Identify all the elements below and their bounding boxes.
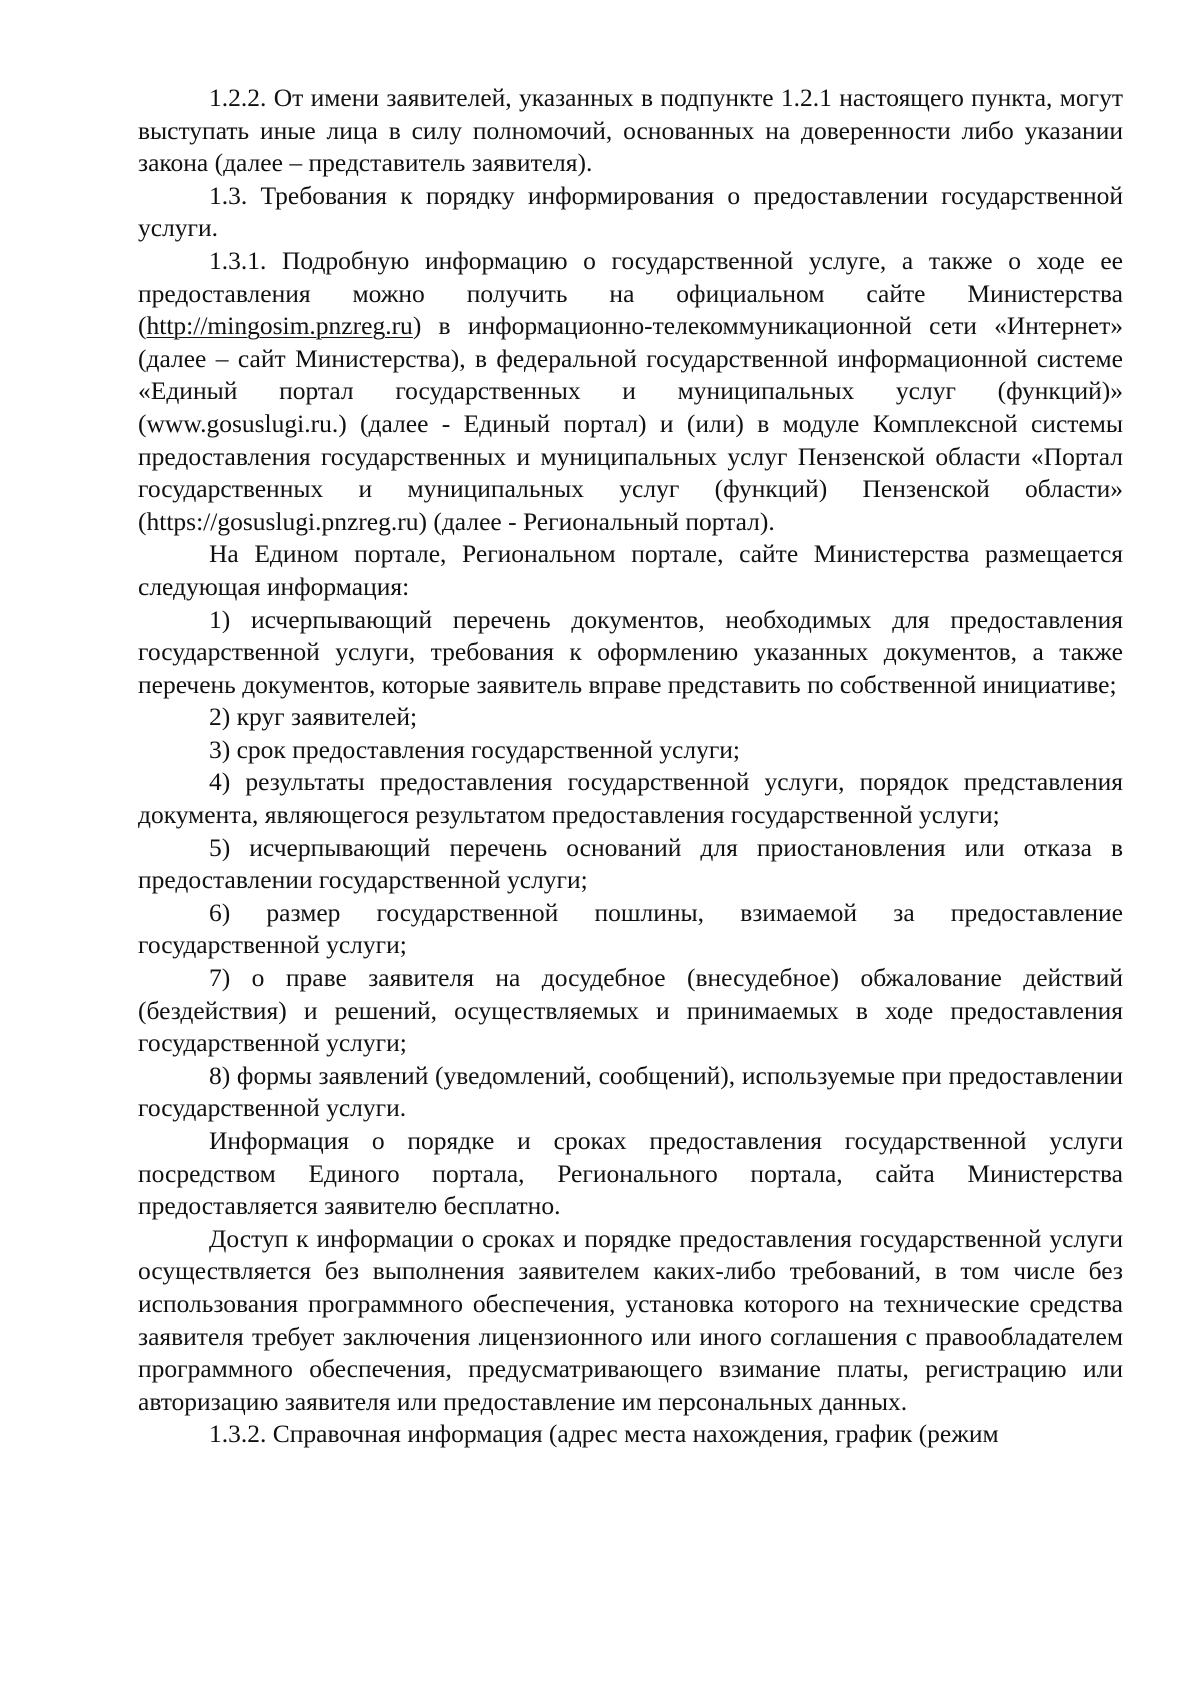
list-item-7: 7) о праве заявителя на досудебное (внесудебное) обжалование действий (бездействия) и решений, осуществляемых и принимаемых в ходе предоставления государственной услуги;	[138, 963, 1123, 1058]
list-item-2: 2) круг заявителей;	[209, 702, 418, 732]
paragraph-info-intro: На Едином портале, Региональном портале, сайте Министерства размещается следующая информация:	[138, 539, 1123, 601]
paragraph-1-3-2: 1.3.2. Справочная информация (адрес места нахождения, график (режим	[209, 1419, 999, 1449]
paragraph-1-3-1	[138, 245, 1123, 538]
ministry-website-link[interactable]: http://mingosim.pnzreg.ru	[146, 311, 413, 341]
paragraph-1-3-1-text-end: ) в информационно-телекоммуникационной сети «Интернет» (далее – сайт Министерства), в федеральной государственной информационной системе «Единый портал государственных и муниципальных услуг (функций)» (www.gosuslugi.ru.) (далее - Единый портал) и (или) в модуле Комплексной системы предоставления государственных и муниципальных услуг Пензенской области «Портал государственных и муниципальных услуг (функций) Пензенской области» (https://gosuslugi.pnzreg.ru) (далее - Региональный портал).	[138, 311, 1123, 536]
list-item-1: 1) исчерпывающий перечень документов, необходимых для предоставления государственной услуги, требования к оформлению указанных документов, а также перечень документов, которые заявитель вправе представить по собственной инициативе;	[138, 604, 1123, 699]
paragraph-1-2-2: 1.2.2. От имени заявителей, указанных в подпункте 1.2.1 настоящего пункта, могут выступать иные лица в силу полномочий, основанных на доверенности либо указании закона (далее – представитель заявителя).	[138, 83, 1123, 178]
document-page	[138, 82, 1123, 1451]
list-item-4: 4) результаты предоставления государственной услуги, порядок представления документа, являющегося результатом предоставления государственной услуги;	[138, 767, 1123, 830]
list-item-5: 5) исчерпывающий перечень оснований для приостановления или отказа в предоставлении государственной услуги;	[138, 832, 1123, 895]
list-item-8: 8) формы заявлений (уведомлений, сообщений), используемые при предоставлении государственной услуги.	[138, 1060, 1123, 1123]
paragraph-access-info: Доступ к информации о сроках и порядке предоставления государственной услуги осуществляется без выполнения заявителем каких-либо требований, в том числе без использования программного обеспечения, установка которого на технические средства заявителя требует заключения лицензионного или иного соглашения с правообладателем программного обеспечения, предусматривающего взимание платы, регистрацию или авторизацию заявителя или предоставление им персональных данных.	[138, 1223, 1123, 1416]
list-item-3: 3) срок предоставления государственной услуги;	[209, 734, 741, 764]
paragraph-free-info: Информация о порядке и сроках предоставления государственной услуги посредством Единого портала, Регионального портала, сайта Министерства предоставляется заявителю бесплатно.	[138, 1126, 1123, 1221]
paragraph-1-3-heading: 1.3. Требования к порядку информирования о предоставлении государственной услуги.	[138, 180, 1123, 243]
list-item-6: 6) размер государственной пошлины, взимаемой за предоставление государственной услуги;	[138, 897, 1123, 960]
paragraph-1-3-1-text-start: 1.3.1. Подробную информацию о государственной услуге, а также о ходе ее предоставления можно получить на официальном сайте Министерства (	[138, 245, 1123, 341]
